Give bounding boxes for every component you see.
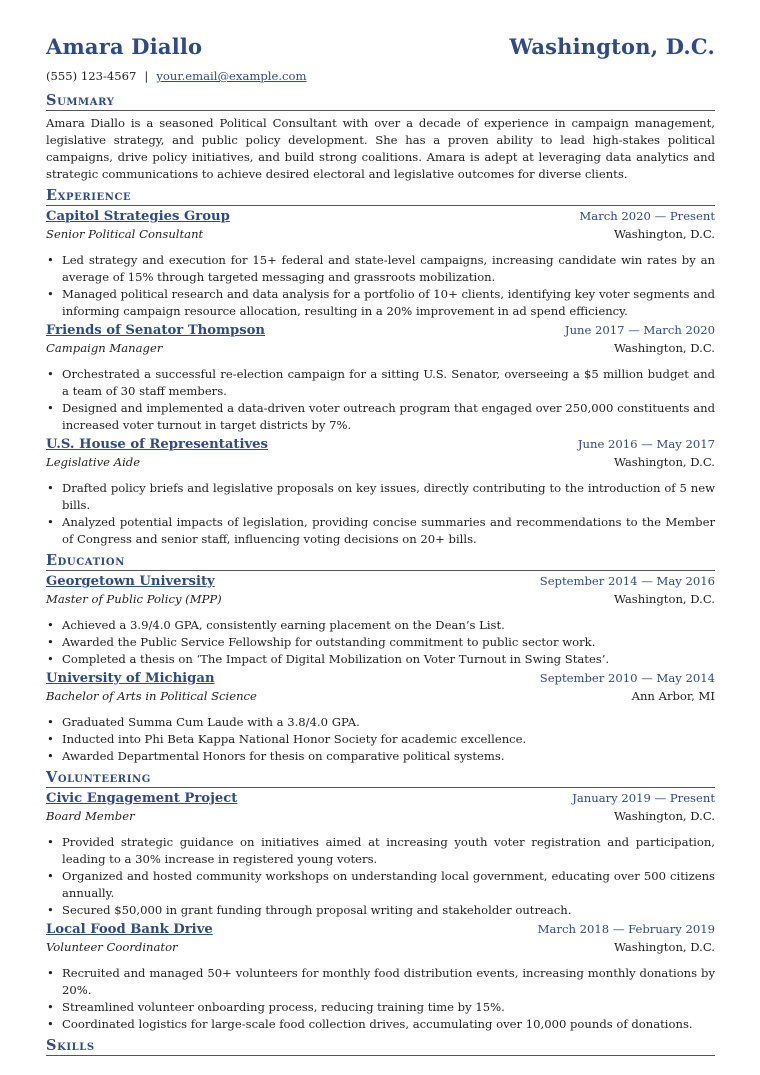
- entry-dates: June 2016 — May 2017: [577, 437, 715, 451]
- org-link[interactable]: Local Food Bank Drive: [46, 922, 213, 937]
- bullet-item: • Managed political research and data analysis for a portfolio of 10+ clients, identifying key voter segments and informing campaign resource allocation, resulting in a 20% improvement in ad spend efficiency.: [46, 286, 715, 320]
- entry-role: Volunteer Coordinator: [46, 940, 178, 954]
- bullet-item: • Designed and implemented a data-driven voter outreach program that engaged over 250,000 constituents and increased voter turnout in target districts by 7%.: [46, 400, 715, 434]
- org-link[interactable]: Georgetown University: [46, 574, 215, 589]
- entry-location: Washington, D.C.: [613, 455, 715, 469]
- bullet-item: • Completed a thesis on ‘The Impact of Digital Mobilization on Voter Turnout in Swing States’.: [46, 651, 715, 668]
- org-link[interactable]: Civic Engagement Project: [46, 791, 238, 806]
- experience-entry: [46, 208, 715, 320]
- bullet-item: • Led strategy and execution for 15+ federal and state-level campaigns, increasing candidate win rates by an average of 15% through targeted messaging and grassroots mobilization.: [46, 252, 715, 286]
- entry-dates: March 2018 — February 2019: [537, 922, 715, 936]
- education-entry: [46, 670, 715, 765]
- resume-header: [46, 34, 715, 68]
- email-link[interactable]: your.email@example.com: [156, 69, 307, 83]
- volunteering-entry: [46, 790, 715, 919]
- entry-location: Washington, D.C.: [613, 940, 715, 954]
- entry-dates: June 2017 — March 2020: [564, 323, 715, 337]
- bullet-list: [46, 252, 715, 320]
- bullet-item: • Orchestrated a successful re-election campaign for a sitting U.S. Senator, overseeing a $5 million budget and a team of 30 staff members.: [46, 366, 715, 400]
- section-title-volunteering: Volunteering: [46, 769, 715, 788]
- entry-location: Washington, D.C.: [613, 227, 715, 241]
- bullet-list: [46, 480, 715, 548]
- entry-role: Campaign Manager: [46, 341, 163, 355]
- entry-location: Washington, D.C.: [613, 809, 715, 823]
- bullet-list: [46, 617, 715, 668]
- candidate-name: Amara Diallo: [46, 34, 203, 59]
- bullet-list: [46, 366, 715, 434]
- org-link[interactable]: University of Michigan: [46, 671, 215, 686]
- contact-separator: |: [144, 69, 149, 83]
- bullet-item: • Provided strategic guidance on initiatives aimed at increasing youth voter registration and participation, leading to a 30% increase in registered young voters.: [46, 834, 715, 868]
- entry-dates: September 2014 — May 2016: [539, 574, 715, 588]
- bullet-item: • Coordinated logistics for large-scale food collection drives, accumulating over 10,000 pounds of donations.: [46, 1016, 715, 1033]
- entry-dates: March 2020 — Present: [579, 209, 715, 223]
- bullet-item: • Secured $50,000 in grant funding through proposal writing and stakeholder outreach.: [46, 902, 715, 919]
- bullet-item: • Awarded Departmental Honors for thesis on comparative political systems.: [46, 748, 715, 765]
- header-location: Washington, D.C.: [509, 34, 715, 59]
- entry-role: Legislative Aide: [46, 455, 141, 469]
- entry-location: Washington, D.C.: [613, 592, 715, 606]
- org-link[interactable]: U.S. House of Representatives: [46, 437, 268, 452]
- entry-role: Bachelor of Arts in Political Science: [46, 689, 257, 703]
- section-title-skills: Skills: [46, 1037, 715, 1056]
- entry-role: Senior Political Consultant: [46, 227, 204, 241]
- bullet-list: [46, 834, 715, 919]
- bullet-item: • Achieved a 3.9/4.0 GPA, consistently earning placement on the Dean’s List.: [46, 617, 715, 634]
- bullet-item: • Drafted policy briefs and legislative proposals on key issues, directly contributing to the introduction of 5 new bills.: [46, 480, 715, 514]
- entry-dates: January 2019 — Present: [572, 791, 715, 805]
- entry-role: Board Member: [46, 809, 135, 823]
- experience-entry: [46, 322, 715, 434]
- phone-number: (555) 123-4567: [46, 69, 137, 83]
- bullet-item: • Graduated Summa Cum Laude with a 3.8/4.0 GPA.: [46, 714, 715, 731]
- entry-location: Washington, D.C.: [613, 341, 715, 355]
- bullet-item: • Organized and hosted community workshops on understanding local government, educating over 500 citizens annually.: [46, 868, 715, 902]
- section-title-education: Education: [46, 552, 715, 571]
- bullet-list: [46, 714, 715, 765]
- education-entry: [46, 573, 715, 668]
- entry-dates: September 2010 — May 2014: [539, 671, 715, 685]
- bullet-item: • Recruited and managed 50+ volunteers for monthly food distribution events, increasing monthly donations by 20%.: [46, 965, 715, 999]
- contact-line: [46, 68, 715, 88]
- bullet-item: • Awarded the Public Service Fellowship for outstanding commitment to public sector work.: [46, 634, 715, 651]
- summary-text: Amara Diallo is a seasoned Political Consultant with over a decade of experience in campaign management, legislative strategy, and public policy development. She has a proven ability to lead high-stakes political campaigns, drive policy initiatives, and build strong coalitions. Amara is adept at leveraging data analytics and strategic communications to achieve desired electoral and legislative outcomes for diverse clients.: [46, 116, 715, 181]
- entry-location: Ann Arbor, MI: [631, 689, 715, 703]
- bullet-item: • Streamlined volunteer onboarding process, reducing training time by 15%.: [46, 999, 715, 1016]
- section-title-summary: Summary: [46, 92, 715, 111]
- experience-entry: [46, 436, 715, 548]
- bullet-item: • Inducted into Phi Beta Kappa National Honor Society for academic excellence.: [46, 731, 715, 748]
- section-title-experience: Experience: [46, 187, 715, 206]
- bullet-list: [46, 965, 715, 1033]
- entry-role: Master of Public Policy (MPP): [46, 592, 222, 606]
- volunteering-entry: [46, 921, 715, 1033]
- org-link[interactable]: Friends of Senator Thompson: [46, 323, 266, 338]
- bullet-item: • Analyzed potential impacts of legislation, providing concise summaries and recommendations to the Member of Congress and senior staff, influencing voting decisions on 20+ bills.: [46, 514, 715, 548]
- org-link[interactable]: Capitol Strategies Group: [46, 209, 230, 224]
